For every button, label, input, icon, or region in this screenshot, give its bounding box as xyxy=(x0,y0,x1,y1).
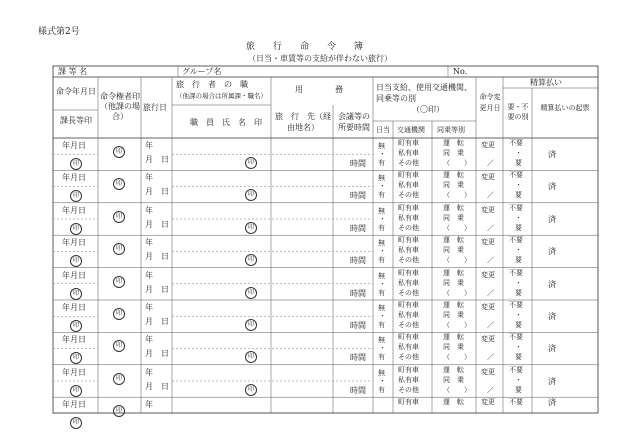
staff-seal[interactable]: 印 xyxy=(245,287,257,299)
per-diem-none: 無 xyxy=(378,304,385,312)
riding-header: 同乗等別 xyxy=(437,126,465,134)
meeting-time-header: 会議等の所要時間 xyxy=(338,112,370,132)
need-option: ・ xyxy=(515,246,522,255)
purpose-header: 用 務 xyxy=(295,85,343,94)
section-head-seal[interactable]: 印 xyxy=(70,223,82,235)
section-head-seal[interactable]: 印 xyxy=(70,417,82,429)
need-option: 要 xyxy=(515,385,522,394)
riding-option: 運 転 xyxy=(443,398,464,407)
transport-option: 町有車 xyxy=(398,365,419,374)
need-option: 要 xyxy=(515,353,522,362)
authority-seal[interactable]: 印 xyxy=(113,276,125,288)
need-option: ・ xyxy=(515,311,522,319)
riding-option: 同 乗 xyxy=(443,181,464,190)
need-option: 要 xyxy=(515,159,522,167)
allowance-seal-header: （〇印） xyxy=(412,105,444,114)
authority-seal[interactable]: 印 xyxy=(113,178,125,190)
riding-option: 運 転 xyxy=(443,333,464,342)
staff-seal[interactable]: 印 xyxy=(245,189,257,201)
group-name-label: グループ名 xyxy=(182,67,222,76)
transport-header: 交通機関 xyxy=(397,126,425,134)
order-change-header: 命令変更月日 xyxy=(479,93,501,112)
need-option: 不要 xyxy=(509,171,523,180)
riding-option: 運 転 xyxy=(443,365,464,374)
settled-mark: 済 xyxy=(548,398,556,408)
order-change: 変更 xyxy=(481,367,495,376)
transport-option: その他 xyxy=(398,385,419,394)
per-diem-none: 無 xyxy=(378,239,385,248)
need-option: ・ xyxy=(515,149,522,157)
settlement-header: 精算払い xyxy=(530,78,562,87)
settled-mark: 済 xyxy=(548,214,556,224)
per-diem-none: 無 xyxy=(378,174,385,183)
order-date: 年月日 xyxy=(62,335,86,345)
per-diem-yes: 有 xyxy=(378,159,385,167)
transport-option: 町有車 xyxy=(398,236,419,245)
authority-seal[interactable]: 印 xyxy=(113,308,125,320)
riding-option: 同 乗 xyxy=(443,246,464,255)
need-option: 要 xyxy=(515,223,522,232)
order-date: 年月日 xyxy=(62,270,86,280)
change-slash: ／ xyxy=(487,385,494,394)
allowance-header: 日当支給、使用交通機関、同乗等の別 xyxy=(376,83,472,103)
change-slash: ／ xyxy=(487,353,494,362)
order-change: 変更 xyxy=(481,270,495,279)
need-option: ・ xyxy=(515,278,522,287)
riding-option: （ ） xyxy=(443,191,471,200)
page-title: 旅 行 命 令 簿 xyxy=(246,42,364,52)
riding-option: 運 転 xyxy=(443,301,464,309)
change-slash: ／ xyxy=(487,223,494,232)
travel-month-day: 月 日 xyxy=(145,187,169,197)
per-diem-dot: ・ xyxy=(379,214,386,223)
staff-name-header: 職 員 氏 名 印 xyxy=(190,118,262,127)
riding-option: 運 転 xyxy=(443,268,464,277)
per-diem-dot: ・ xyxy=(379,344,386,353)
authority-seal[interactable]: 印 xyxy=(113,146,125,158)
section-head-seal[interactable]: 印 xyxy=(70,385,82,397)
riding-option: （ ） xyxy=(443,159,471,167)
need-option: 不要 xyxy=(509,268,523,277)
per-diem-yes: 有 xyxy=(378,191,385,200)
riding-option: （ ） xyxy=(443,223,471,232)
staff-seal[interactable]: 印 xyxy=(245,351,257,363)
section-head-seal[interactable]: 印 xyxy=(70,320,82,332)
order-change: 変更 xyxy=(481,303,495,311)
need-option: 不要 xyxy=(509,139,523,147)
per-diem-none: 無 xyxy=(378,368,385,377)
staff-seal[interactable]: 印 xyxy=(245,319,257,331)
transport-option: 私有車 xyxy=(398,343,419,352)
section-head-seal-header: 課長等印 xyxy=(60,116,92,125)
traveler-note-header: （他課の場合は所属課・職名） xyxy=(176,92,267,100)
order-date: 年月日 xyxy=(62,205,86,215)
order-date-header: 命令年月日 xyxy=(56,87,96,96)
order-change: 変更 xyxy=(481,398,495,407)
riding-option: 同 乗 xyxy=(443,278,464,287)
travel-year: 年 xyxy=(145,205,153,215)
transport-option: その他 xyxy=(398,288,419,297)
travel-year: 年 xyxy=(145,335,153,345)
change-slash: ／ xyxy=(487,321,494,329)
transport-option: 町有車 xyxy=(398,398,419,407)
meeting-time: 時間 xyxy=(350,353,366,363)
travel-year: 年 xyxy=(145,173,153,183)
transport-option: その他 xyxy=(398,223,419,232)
meeting-time: 時間 xyxy=(350,223,366,233)
meeting-time: 時間 xyxy=(350,256,366,266)
change-slash: ／ xyxy=(487,288,494,297)
authority-seal[interactable]: 印 xyxy=(113,405,125,417)
need-option: ・ xyxy=(515,375,522,384)
staff-seal[interactable]: 印 xyxy=(245,384,257,396)
riding-option: （ ） xyxy=(443,321,471,329)
per-diem-none: 無 xyxy=(378,271,385,280)
per-diem-yes: 有 xyxy=(378,353,385,362)
transport-option: 私有車 xyxy=(398,149,419,157)
section-name-label: 課 等 名 xyxy=(58,67,88,76)
transport-option: 私有車 xyxy=(398,181,419,190)
settled-mark: 済 xyxy=(548,247,556,257)
travel-month-day: 月 日 xyxy=(145,381,169,391)
transport-option: 町有車 xyxy=(398,301,419,309)
travel-year: 年 xyxy=(145,367,153,377)
transport-option: 町有車 xyxy=(398,171,419,180)
transport-option: 私有車 xyxy=(398,375,419,384)
travel-date-header: 旅行日 xyxy=(143,103,167,112)
transport-option: その他 xyxy=(398,321,419,329)
per-diem-yes: 有 xyxy=(378,223,385,232)
per-diem-dot: ・ xyxy=(379,279,386,288)
section-head-seal[interactable]: 印 xyxy=(70,190,82,202)
travel-month-day: 月 日 xyxy=(145,219,169,229)
meeting-time: 時間 xyxy=(350,385,366,395)
per-diem-none: 無 xyxy=(378,206,385,215)
travel-year: 年 xyxy=(145,238,153,248)
travel-year: 年 xyxy=(145,400,153,410)
transport-option: 町有車 xyxy=(398,333,419,342)
per-diem-none: 無 xyxy=(378,336,385,345)
order-date: 年月日 xyxy=(62,173,86,183)
settled-mark: 済 xyxy=(548,312,556,321)
riding-option: 同 乗 xyxy=(443,213,464,222)
riding-option: 運 転 xyxy=(443,139,464,147)
settled-mark: 済 xyxy=(548,376,556,386)
travel-month-day: 月 日 xyxy=(145,284,169,294)
riding-option: （ ） xyxy=(443,256,471,265)
travel-year: 年 xyxy=(145,303,153,312)
authority-seal-header: 命令権者印（他課の場合） xyxy=(100,92,140,121)
order-change: 変更 xyxy=(481,205,495,214)
riding-option: （ ） xyxy=(443,353,471,362)
travel-month-day: 月 日 xyxy=(145,155,169,164)
per-diem-yes: 有 xyxy=(378,256,385,265)
settled-mark: 済 xyxy=(548,182,556,192)
order-date: 年月日 xyxy=(62,303,86,312)
form-number: 様式第2号 xyxy=(38,27,80,37)
per-diem-dot: ・ xyxy=(379,312,386,320)
per-diem-header: 日当 xyxy=(376,126,390,134)
per-diem-yes: 有 xyxy=(378,288,385,297)
need-option: 不要 xyxy=(509,333,523,342)
riding-option: 同 乗 xyxy=(443,375,464,384)
riding-option: 運 転 xyxy=(443,236,464,245)
meeting-time: 時間 xyxy=(350,321,366,330)
riding-option: （ ） xyxy=(443,288,471,297)
order-change: 変更 xyxy=(481,141,495,149)
need-option: 不要 xyxy=(509,203,523,212)
transport-option: その他 xyxy=(398,256,419,265)
need-option: 要 xyxy=(515,321,522,329)
page-subtitle: （日当・車賃等の支給が伴わない旅行） xyxy=(248,54,392,63)
transport-option: 町有車 xyxy=(398,203,419,212)
destination-header: 旅 行 先（経由地名） xyxy=(275,112,331,132)
transport-option: 私有車 xyxy=(398,213,419,222)
settled-mark: 済 xyxy=(548,344,556,354)
settle-date-header: 精算払いの起票 xyxy=(540,104,590,112)
number-label: No. xyxy=(453,67,468,76)
order-change: 変更 xyxy=(481,238,495,247)
authority-seal[interactable]: 印 xyxy=(113,340,125,352)
riding-option: 運 転 xyxy=(443,203,464,212)
need-option: ・ xyxy=(515,343,522,352)
per-diem-dot: ・ xyxy=(379,150,386,158)
riding-option: 運 転 xyxy=(443,171,464,180)
need-option: 不要 xyxy=(509,365,523,374)
section-head-seal[interactable]: 印 xyxy=(70,255,82,267)
travel-month-day: 月 日 xyxy=(145,317,169,326)
transport-option: その他 xyxy=(398,191,419,200)
need-option: 不要 xyxy=(509,398,523,407)
riding-option: 同 乗 xyxy=(443,311,464,319)
transport-option: 町有車 xyxy=(398,268,419,277)
need-option: ・ xyxy=(515,213,522,222)
riding-option: 同 乗 xyxy=(443,343,464,352)
need-flag-header: 要・不要の別 xyxy=(507,103,529,121)
order-change: 変更 xyxy=(481,335,495,344)
travel-year: 年 xyxy=(145,270,153,280)
authority-seal[interactable]: 印 xyxy=(113,211,125,223)
change-slash: ／ xyxy=(487,159,494,167)
transport-option: 町有車 xyxy=(398,139,419,147)
staff-seal[interactable]: 印 xyxy=(245,222,257,234)
transport-option: その他 xyxy=(398,353,419,362)
meeting-time: 時間 xyxy=(350,191,366,201)
riding-option: （ ） xyxy=(443,385,471,394)
order-date: 年月日 xyxy=(62,238,86,248)
order-date: 年月日 xyxy=(62,367,86,377)
settled-mark: 済 xyxy=(548,150,556,159)
transport-option: 私有車 xyxy=(398,246,419,255)
need-option: 不要 xyxy=(509,236,523,245)
per-diem-none: 無 xyxy=(378,142,385,150)
per-diem-yes: 有 xyxy=(378,321,385,329)
traveler-title-header: 旅 行 者 の 職 xyxy=(176,80,248,89)
change-slash: ／ xyxy=(487,256,494,265)
riding-option: 同 乗 xyxy=(443,149,464,157)
settled-mark: 済 xyxy=(548,279,556,289)
transport-option: 私有車 xyxy=(398,311,419,319)
section-head-seal[interactable]: 印 xyxy=(70,158,82,170)
per-diem-yes: 有 xyxy=(378,385,385,394)
need-option: ・ xyxy=(515,181,522,190)
authority-seal[interactable]: 印 xyxy=(113,373,125,385)
transport-option: 私有車 xyxy=(398,278,419,287)
need-option: 不要 xyxy=(509,301,523,309)
staff-seal[interactable]: 印 xyxy=(245,157,257,169)
order-date: 年月日 xyxy=(62,141,86,150)
meeting-time: 時間 xyxy=(350,288,366,298)
authority-seal[interactable]: 印 xyxy=(113,243,125,255)
section-head-seal[interactable]: 印 xyxy=(70,288,82,300)
order-date: 年月日 xyxy=(62,400,86,410)
per-diem-dot: ・ xyxy=(379,247,386,256)
staff-seal[interactable]: 印 xyxy=(245,254,257,266)
travel-month-day: 月 日 xyxy=(145,349,169,359)
transport-option: その他 xyxy=(398,159,419,167)
meeting-time: 時間 xyxy=(350,159,366,168)
section-head-seal[interactable]: 印 xyxy=(70,352,82,364)
need-option: 要 xyxy=(515,288,522,297)
travel-month-day: 月 日 xyxy=(145,252,169,262)
per-diem-dot: ・ xyxy=(379,376,386,385)
need-option: 要 xyxy=(515,191,522,200)
change-slash: ／ xyxy=(487,191,494,200)
per-diem-dot: ・ xyxy=(379,182,386,191)
travel-year: 年 xyxy=(145,141,153,150)
need-option: 要 xyxy=(515,256,522,265)
order-change: 変更 xyxy=(481,173,495,182)
